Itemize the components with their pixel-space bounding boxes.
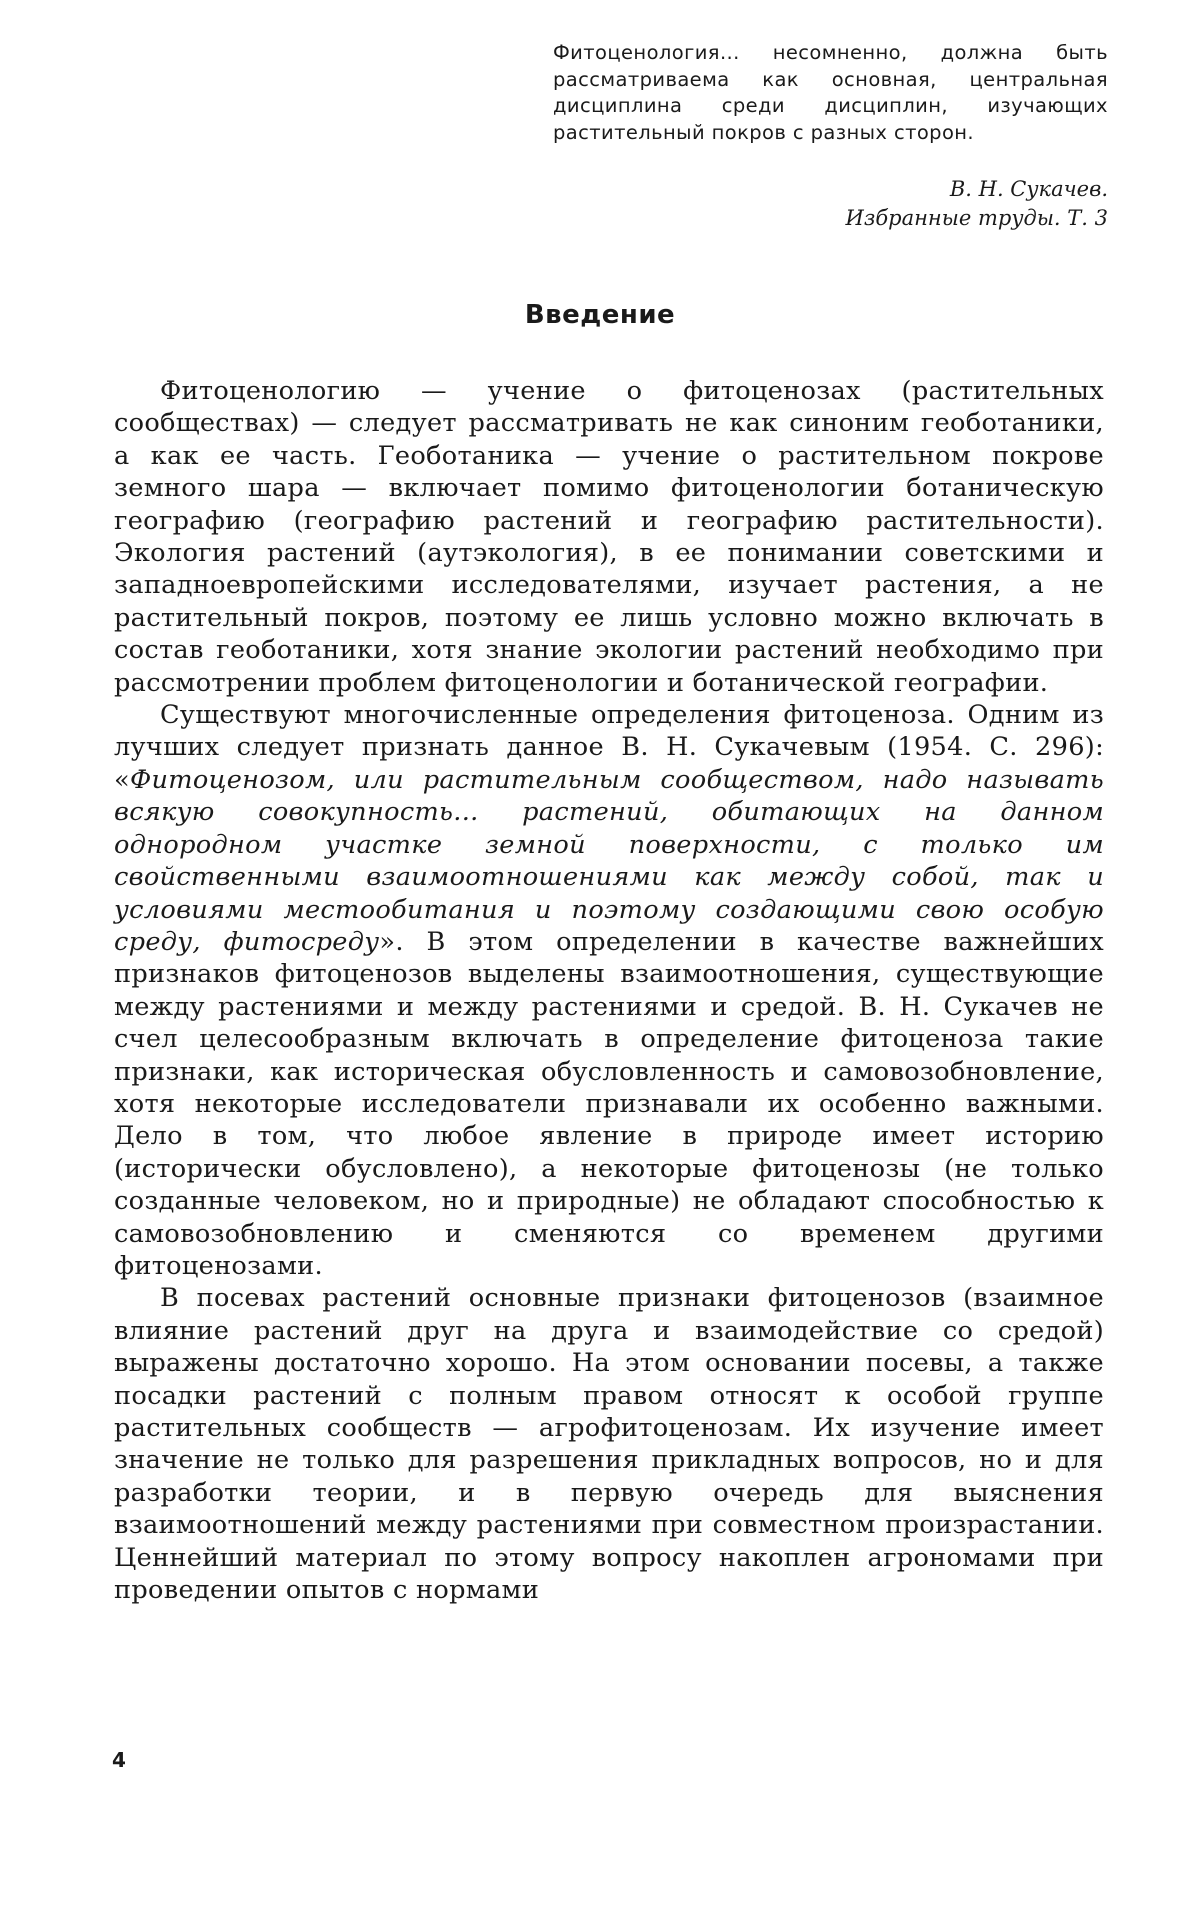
section-heading: Введение [524,300,676,330]
paragraph-1: Фитоценологию — учение о фитоценозах (растительных сообществах) — следует рассматривать не как синоним геоботаники, а как ее часть. Геоботаника — учение о растительном покрове земного шара — включает помимо фитоценологии ботаническую географию (географию растений и географию растительности). Экология растений (аутэкология), в ее понимании советскими и западноевропейскими исследователями, изучает растения, а не растительный покров, поэтому ее лишь условно можно включать в состав геоботаники, хотя знание экологии растений необходимо при рассмотрении проблем фитоценологии и ботанической географии. [114,376,1104,698]
definition-quote: Фитоценозом, или растительным сообществом, надо называть всякую совокупность... растений, обитающих на данном однородном участке земной поверхности, с только им свойственными взаимоотношениями как между собой, так и условиями местообитания и поэтому создающими свою особую среду, фитосреду [114,764,1104,957]
paragraph-2-rest: ». В этом определении в качестве важнейших признаков фитоценозов выделены взаимоотношения, существующие между растениями и между растениями и средой. В. Н. Сукачев не счел целесообразным включать в определение фитоценоза такие признаки, как историческая обусловленность и самовозобновление, хотя некоторые исследователи признавали их особенно важными. Дело в том, что любое явление в природе имеет историю (исторически обусловлено), а некоторые фитоценозы (не только созданные человеком, но и природные) не обладают способностью к самовозобновлению и сменяются со временем другими фитоценозами. [114,926,1104,1281]
epigraph-attribution [846,175,1108,233]
paragraph-2 [114,699,1104,1282]
paragraph-3: В посевах растений основные признаки фитоценозов (взаимное влияние растений друг на друга и взаимодействие со средой) выражены достаточно хорошо. На этом основании посевы, а также посадки растений с полным правом относят к особой группе растительных сообществ — агрофитоценозам. Их изучение имеет значение не только для разрешения прикладных вопросов, но и для разработки теории, и в первую очередь для выяснения взаимоотношений между растениями при совместном произрастании. Ценнейший материал по этому вопросу накоплен агрономами при проведении опытов с нормами [114,1283,1104,1606]
epigraph-quote: Фитоценология... несомненно, должна быть рассматриваема как основная, центральная дисциплина среди дисциплин, изучающих растительный покров с разных сторон. [553,41,1108,144]
epigraph [553,40,1108,146]
epigraph-source: Избранные труды. Т. 3 [845,206,1108,230]
epigraph-author: В. Н. Сукачев. [949,177,1108,201]
body-text [114,375,1104,1606]
page-number: 4 [112,1748,126,1772]
paragraph-2-lead: Существуют многочисленные определения фитоценоза. Одним из лучших следует признать данное В. Н. Сукачевым (1954. С. 296): « [114,700,1104,795]
